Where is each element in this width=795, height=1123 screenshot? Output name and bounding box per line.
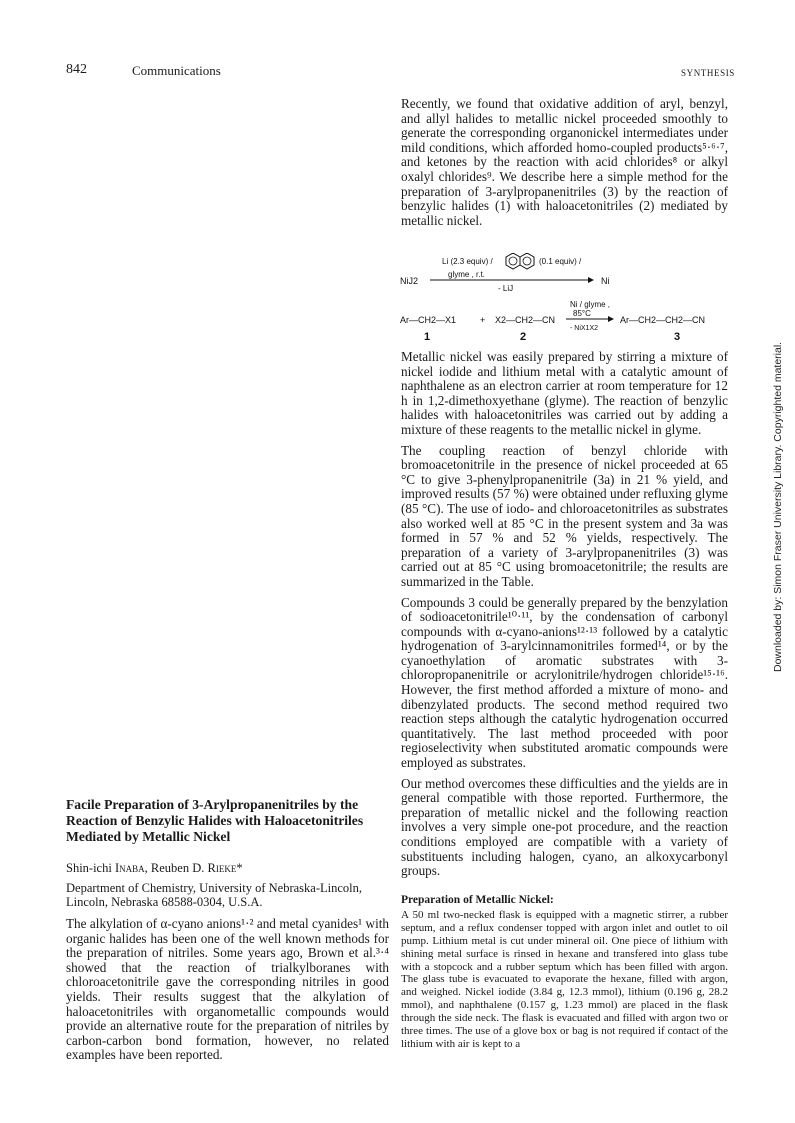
compound-label-2: 2	[520, 331, 527, 343]
journal-name: SYNTHESIS	[681, 68, 735, 78]
byproduct-nix: - NiX1X2	[570, 325, 599, 332]
intro-text: Recently, we found that oxidative addition of aryl, benzyl, and allyl halides to metallic nickel proceeded smoothly to generate the corresponding organonickel intermediates under mild conditions, which afforded homo-coupled products⁵·⁶·⁷, and ketones by the reaction with acid chlorides⁸ or alkyl oxalyl chlorides⁹. We describe here a simple method for the preparation of 3-arylpropanenitriles (3) by the reaction of benzylic halides (1) with haloacetonitriles (2) mediated by metallic nickel.	[401, 96, 728, 228]
reaction-scheme	[398, 253, 738, 345]
abstract	[66, 917, 389, 1069]
affiliation: Department of Chemistry, University of Nebraska-Lincoln, Lincoln, Nebraska 68588-0304, U.S.A.	[66, 881, 362, 910]
reactant-haloacetonitrile: X2—CH2—CN	[495, 315, 556, 325]
experimental-heading: Preparation of Metallic Nickel:	[401, 894, 554, 906]
conditions-2a: Ni / glyme ,	[570, 300, 611, 309]
conditions-2b: 85°C	[573, 309, 591, 318]
experimental-text: A 50 ml two-necked flask is equipped with a magnetic stirrer, a rubber septum, and a reflux condenser topped with argon inlet and outlet to oil pump. Lithium metal is cut under mineral oil. One piece of lithium with shining metal surface is rinsed in hexane and transfered into glass tube with a stopcock and a rubber septum which has been filled with argon. The glass tube is evacuated to evaporate the hexane, filled with argon, and weighed. Nickel iodide (3.84 g, 12.3 mmol), lithium (0.196 g, 28.2 mmol), and naphthalene (0.157 g, 1.23 mmol) are placed in the flask through the side neck. The flask is evacuated and filled with argon two or three times. The use of a glove box or bag is not required if contact of the lithium with air is kept to a	[401, 908, 728, 1050]
compound-label-3: 3	[674, 331, 681, 343]
running-head: Communications	[132, 63, 221, 78]
body-right	[401, 350, 728, 885]
reactant-nij2: NiJ2	[400, 276, 419, 286]
article-title: Facile Preparation of 3-Arylpropanenitriles by the Reaction of Benzylic Halides with Haloacetonitriles Mediated by Metallic Nickel	[66, 797, 364, 844]
paragraph-comparison: Compounds 3 could be generally prepared by the benzylation of sodioacetonitrile¹⁰·¹¹, by the condensation of carbonyl compounds with α-cyano-anions¹²·¹³ followed by a catalytic hydrogenation of 3-arylcinnamonitriles formed¹⁴, or by the cyanoethylation of aromatic substrates with 3-chloropropanenitrile or acrylonitrile/hydrogen chloride¹⁵·¹⁶. However, the first method afforded a mixture of mono- and dibenzylated products. The second method required two reaction steps although the catalytic hydrogenation occurred quantitatively. The last method proceeded with poor regioselectivity when substituted aromatic compounds were employed as substrates.	[401, 594, 728, 771]
byproduct-lij: - LiJ	[498, 284, 514, 293]
abstract-text: The alkylation of α-cyano anions¹·² and metal cyanides¹ with organic halides has been one of the well known methods for the preparation of nitriles. Some years ago, Brown et al.³·⁴ showed that the reaction of trialkylboranes with chloroacetonitrile gave the corresponding nitriles in good yields. Their results suggest that the alkylation of haloacetonitriles with organometallic compounds would provide an alternative route for the preparation of nitriles by carbon-carbon bond formation, however, no related examples have been reported.	[66, 916, 389, 1063]
experimental-section	[401, 894, 728, 1051]
page-number: 842	[66, 62, 87, 77]
product-nitrile: Ar—CH2—CH2—CN	[620, 315, 706, 325]
plus-sign: +	[480, 315, 486, 325]
reactant-benzyl-halide: Ar—CH2—X1	[400, 315, 457, 325]
paragraph-coupling: The coupling reaction of benzyl chloride with bromoacetonitrile in the presence of nickel proceeded at 65 °C to give 3-phenylpropanenitrile (3a) in 21 % yield, and improved results (57 %) were obtained under refluxing glyme (85 °C). The use of iodo- and chloroacetonitriles as substrates also worked well at 85 °C in the present system and 3a was formed in 57 % and 52 % yields, respectively. The preparation of a variety of 3-arylpropanenitriles (3) was carried out at 85 °C using bromoacetonitrile; the results are summarized in the Table.	[401, 442, 728, 589]
product-ni: Ni	[601, 276, 610, 286]
download-notice: Downloaded by: Simon Fraser University Library. Copyrighted material.	[772, 341, 784, 672]
naphthalene-amount: (0.1 equiv) /	[539, 257, 582, 266]
compound-label-1: 1	[424, 331, 431, 343]
naphthalene-structure	[506, 253, 534, 269]
paragraph-advantages: Our method overcomes these difficulties and the yields are in general compatible with those reported. Furthermore, the preparation of metallic nickel and the following reaction involves a very simple one-pot procedure, and the reaction conditions employed are compatible with a variety of substituents including halogen, cyano, an alkoxycarbonyl groups.	[401, 775, 728, 879]
conditions-1: glyme , r.t.	[448, 270, 485, 279]
li-reagent: Li (2.3 equiv) /	[442, 257, 493, 266]
paragraph-nickel-prep: Metallic nickel was easily prepared by stirring a mixture of nickel iodide and lithium metal with a catalytic amount of naphthalene as an electron carrier at room temperature for 12 h in 1,2-dimethoxyethane (glyme). The reaction of benzylic halides with haloacetonitriles was carried out by adding a mixture of these reagents to the metallic nickel in glyme.	[401, 349, 728, 437]
authors: Shin-ichi Inaba, Reuben D. Rieke*	[66, 861, 243, 875]
intro-paragraph	[401, 97, 728, 234]
